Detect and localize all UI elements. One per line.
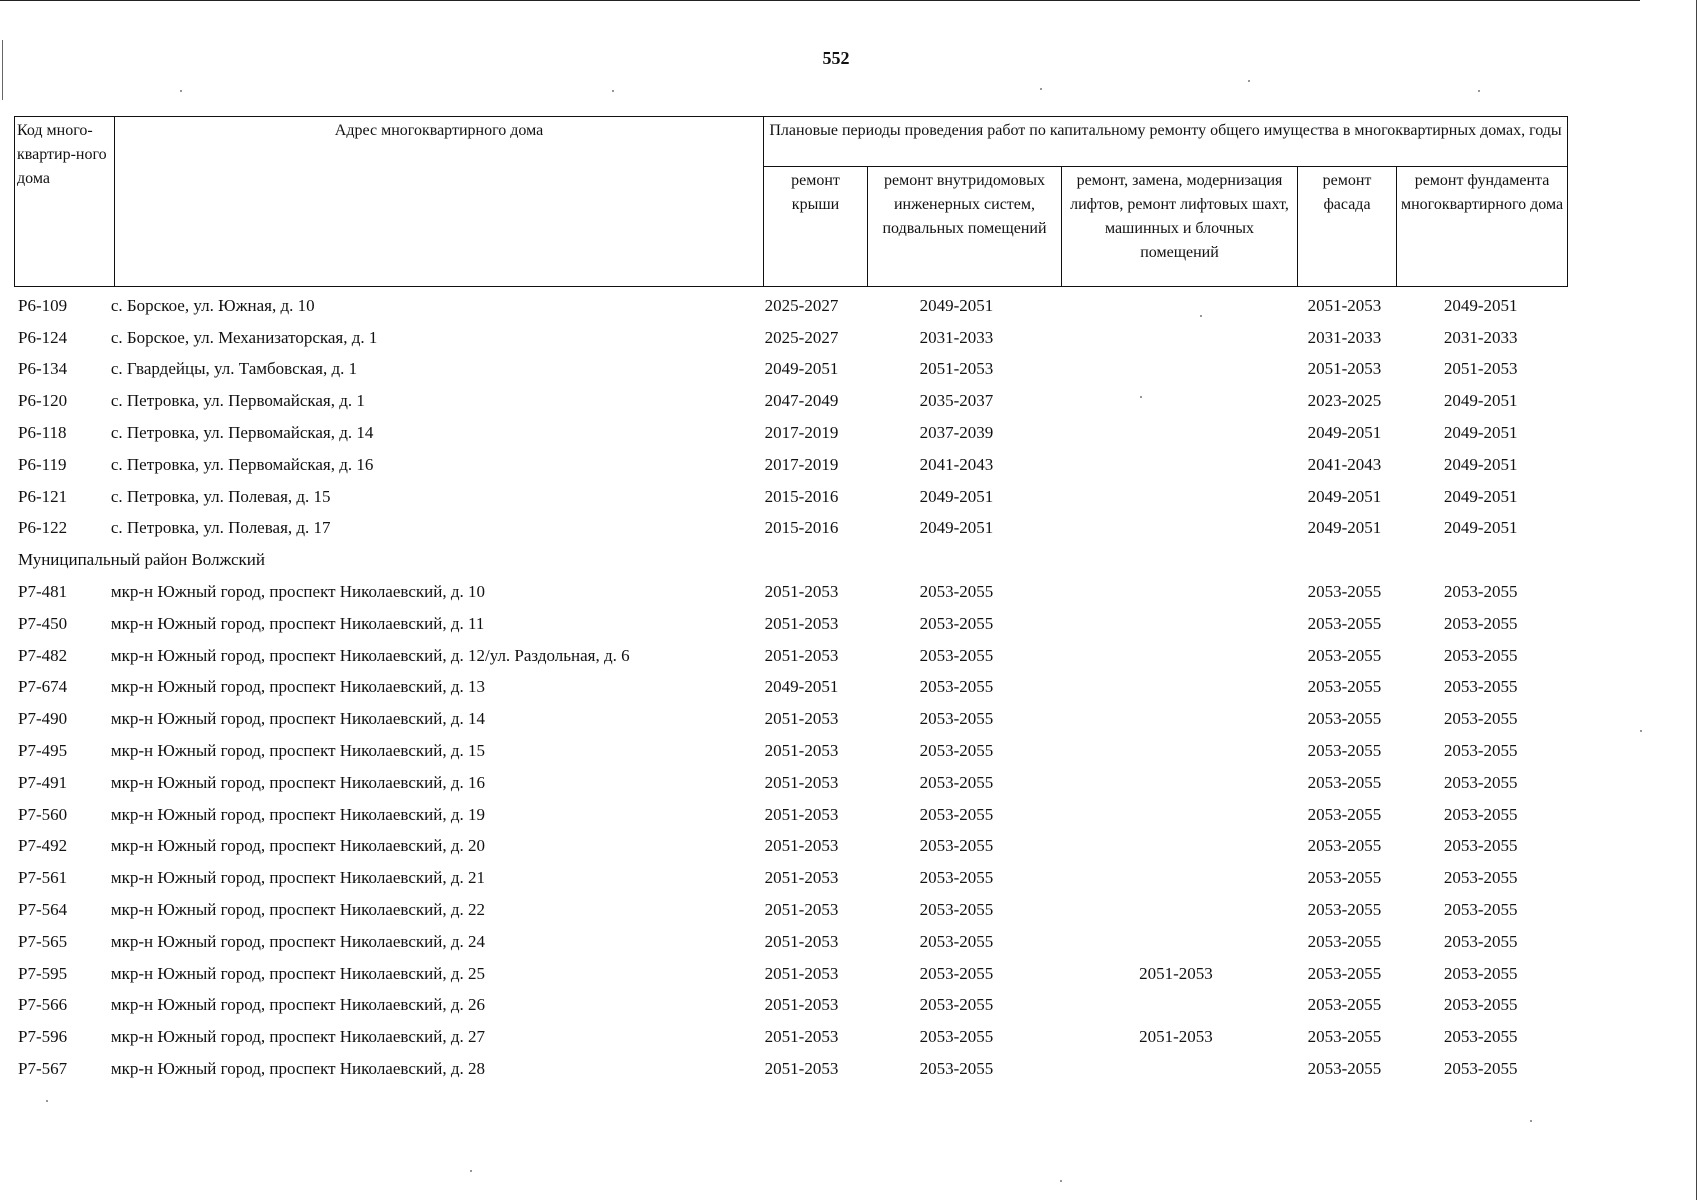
table-row [14,958,1567,990]
cell-code: Р7-566 [18,995,68,1015]
cell-address: мкр-н Южный город, проспект Николаевский, д. 16 [110,772,485,792]
cell-engineering: 2053-2055 [919,613,994,633]
cell-lifts [1057,417,1294,449]
cell-foundation: 2053-2055 [1443,868,1518,888]
cell-lifts [1057,576,1294,608]
cell-facade: 2041-2043 [1307,454,1382,474]
cell-code: Р6-134 [18,359,68,379]
cell-code: Р7-561 [18,868,68,888]
cell-lifts [1057,354,1294,386]
cell-address: с. Борское, ул. Южная, д. 10 [110,295,315,315]
cell-foundation: 2053-2055 [1443,741,1518,761]
cell-engineering: 2053-2055 [919,804,994,824]
table-row [14,894,1567,926]
cell-facade: 2053-2055 [1307,931,1382,951]
cell-foundation: 2053-2055 [1443,995,1518,1015]
header-facade: ремонт фасада [1298,167,1397,287]
table-row [14,449,1567,481]
cell-code: Р7-565 [18,931,68,951]
cell-roof: 2051-2053 [764,963,839,983]
header-lifts: ремонт, замена, модернизация лифтов, ремонт лифтовых шахт, машинных и блочных помещений [1062,167,1298,287]
cell-facade: 2053-2055 [1307,868,1382,888]
cell-code: Р7-595 [18,963,68,983]
cell-roof: 2051-2053 [764,836,839,856]
cell-address: мкр-н Южный город, проспект Николаевский, д. 20 [110,836,485,856]
header-roof: ремонт крыши [764,167,868,287]
cell-roof: 2051-2053 [764,995,839,1015]
cell-lifts [1057,799,1294,831]
cell-facade: 2051-2053 [1307,295,1382,315]
cell-engineering: 2053-2055 [919,709,994,729]
cell-facade: 2053-2055 [1307,804,1382,824]
cell-address: мкр-н Южный город, проспект Николаевский, д. 10 [110,582,485,602]
cell-foundation: 2053-2055 [1443,645,1518,665]
cell-foundation: 2053-2055 [1443,613,1518,633]
cell-facade: 2031-2033 [1307,327,1382,347]
table-row [14,767,1567,799]
table-row [14,990,1567,1022]
cell-lifts [1057,385,1294,417]
scan-speck [1248,80,1250,82]
cell-engineering: 2031-2033 [919,327,994,347]
cell-foundation: 2053-2055 [1443,900,1518,920]
scan-edge-right [1696,0,1697,1200]
table-body [14,290,1567,1085]
table-row [14,385,1567,417]
cell-code: Р7-491 [18,772,68,792]
cell-lifts [1057,831,1294,863]
cell-foundation: 2051-2053 [1443,359,1518,379]
cell-foundation: 2053-2055 [1443,1059,1518,1079]
table-header [14,116,1568,287]
cell-roof: 2051-2053 [764,1027,839,1047]
scan-speck [1200,315,1202,317]
cell-engineering: 2053-2055 [919,868,994,888]
cell-roof: 2049-2051 [764,359,839,379]
table-rows [14,290,1567,1085]
cell-engineering: 2049-2051 [919,486,994,506]
cell-engineering: 2053-2055 [919,645,994,665]
cell-foundation: 2053-2055 [1443,1027,1518,1047]
cell-lifts [1057,481,1294,513]
table-row [14,608,1567,640]
header-engineering: ремонт внутридомовых инженерных систем, подвальных помещений [868,167,1062,287]
cell-address: мкр-н Южный город, проспект Николаевский, д. 28 [110,1059,485,1079]
cell-address: мкр-н Южный город, проспект Николаевский, д. 21 [110,868,485,888]
cell-lifts [1057,322,1294,354]
scan-speck [1478,90,1480,92]
cell-engineering: 2053-2055 [919,1027,994,1047]
cell-lifts [1057,990,1294,1022]
table-row [14,322,1567,354]
page-number: 552 [822,48,850,68]
cell-foundation: 2053-2055 [1443,963,1518,983]
cell-code: Р7-495 [18,741,68,761]
cell-engineering: 2053-2055 [919,677,994,697]
scan-speck [46,1100,48,1102]
table-row [14,576,1567,608]
cell-lifts [1057,672,1294,704]
cell-code: Р7-482 [18,645,68,665]
cell-facade: 2053-2055 [1307,741,1382,761]
cell-facade: 2049-2051 [1307,518,1382,538]
cell-roof: 2049-2051 [764,677,839,697]
cell-roof: 2047-2049 [764,391,839,411]
cell-engineering: 2049-2051 [919,518,994,538]
cell-lifts [1057,926,1294,958]
table-row [14,703,1567,735]
cell-code: Р7-674 [18,677,68,697]
cell-roof: 2025-2027 [764,327,839,347]
table-row [14,831,1567,863]
cell-lifts [1057,703,1294,735]
cell-roof: 2017-2019 [764,454,839,474]
cell-lifts: 2051-2053 [1139,1027,1213,1047]
table-row [14,513,1567,545]
table-row [14,354,1567,386]
cell-address: с. Петровка, ул. Первомайская, д. 1 [110,391,365,411]
cell-address: с. Борское, ул. Механизаторская, д. 1 [110,327,378,347]
header-address: Адрес многоквартирного дома [115,117,764,287]
header-foundation: ремонт фундамента многоквартирного дома [1397,167,1568,287]
cell-facade: 2053-2055 [1307,963,1382,983]
cell-foundation: 2053-2055 [1443,836,1518,856]
cell-facade: 2053-2055 [1307,645,1382,665]
header-periods-group: Плановые периоды проведения работ по капитальному ремонту общего имущества в многоквартирных домах, годы [764,117,1568,167]
cell-facade: 2053-2055 [1307,582,1382,602]
cell-engineering: 2051-2053 [919,359,994,379]
cell-foundation: 2049-2051 [1443,454,1518,474]
cell-facade: 2053-2055 [1307,1027,1382,1047]
cell-lifts [1057,513,1294,545]
cell-foundation: 2031-2033 [1443,327,1518,347]
table-row [14,926,1567,958]
cell-lifts [1057,640,1294,672]
cell-code: Р6-118 [18,423,67,443]
cell-code: Р6-121 [18,486,68,506]
cell-code: Р6-119 [18,454,67,474]
cell-engineering: 2041-2043 [919,454,994,474]
cell-roof: 2051-2053 [764,1059,839,1079]
scan-speck [180,90,182,92]
cell-foundation: 2049-2051 [1443,518,1518,538]
cell-address: мкр-н Южный город, проспект Николаевский, д. 11 [110,613,485,633]
cell-address: мкр-н Южный город, проспект Николаевский, д. 24 [110,931,485,951]
cell-lifts [1057,894,1294,926]
cell-roof: 2051-2053 [764,772,839,792]
cell-engineering: 2053-2055 [919,963,994,983]
section-title: Муниципальный район Волжский [18,550,266,570]
scan-speck [1060,1180,1062,1182]
cell-lifts [1057,1053,1294,1085]
cell-facade: 2053-2055 [1307,900,1382,920]
cell-foundation: 2053-2055 [1443,804,1518,824]
cell-facade: 2053-2055 [1307,677,1382,697]
cell-code: Р7-564 [18,900,68,920]
cell-roof: 2051-2053 [764,645,839,665]
cell-address: мкр-н Южный город, проспект Николаевский, д. 15 [110,741,485,761]
cell-address: мкр-н Южный город, проспект Николаевский, д. 27 [110,1027,485,1047]
cell-roof: 2015-2016 [764,486,839,506]
cell-roof: 2051-2053 [764,931,839,951]
cell-roof: 2051-2053 [764,582,839,602]
scan-speck [470,1170,472,1172]
cell-engineering: 2053-2055 [919,582,994,602]
table-row [14,735,1567,767]
cell-facade: 2051-2053 [1307,359,1382,379]
cell-foundation: 2049-2051 [1443,391,1518,411]
cell-lifts [1057,449,1294,481]
cell-facade: 2023-2025 [1307,391,1382,411]
cell-engineering: 2053-2055 [919,741,994,761]
cell-roof: 2051-2053 [764,709,839,729]
cell-roof: 2051-2053 [764,900,839,920]
cell-facade: 2049-2051 [1307,486,1382,506]
cell-code: Р7-490 [18,709,68,729]
cell-foundation: 2049-2051 [1443,295,1518,315]
cell-address: мкр-н Южный город, проспект Николаевский, д. 13 [110,677,485,697]
cell-foundation: 2053-2055 [1443,772,1518,792]
scan-edge-top [0,0,1640,1]
cell-foundation: 2053-2055 [1443,931,1518,951]
header-code: Код много-квартир-ного дома [15,117,115,287]
cell-facade: 2053-2055 [1307,995,1382,1015]
section-row [14,544,1567,576]
cell-code: Р6-109 [18,295,68,315]
cell-code: Р6-120 [18,391,68,411]
cell-roof: 2051-2053 [764,741,839,761]
cell-code: Р7-560 [18,804,68,824]
cell-address: с. Петровка, ул. Полевая, д. 17 [110,518,331,538]
cell-address: с. Петровка, ул. Первомайская, д. 14 [110,423,374,443]
table-row [14,799,1567,831]
cell-roof: 2015-2016 [764,518,839,538]
cell-engineering: 2053-2055 [919,931,994,951]
cell-foundation: 2053-2055 [1443,582,1518,602]
table-row [14,672,1567,704]
cell-foundation: 2049-2051 [1443,486,1518,506]
scan-speck [1640,730,1642,732]
cell-foundation: 2053-2055 [1443,677,1518,697]
cell-address: с. Петровка, ул. Полевая, д. 15 [110,486,331,506]
cell-code: Р7-492 [18,836,68,856]
cell-engineering: 2053-2055 [919,900,994,920]
scan-speck [612,90,614,92]
cell-roof: 2051-2053 [764,613,839,633]
table-row [14,862,1567,894]
scan-speck [1040,88,1042,90]
scan-speck [1140,396,1142,398]
cell-engineering: 2053-2055 [919,1059,994,1079]
cell-engineering: 2049-2051 [919,295,994,315]
cell-roof: 2051-2053 [764,804,839,824]
cell-code: Р6-124 [18,327,68,347]
cell-facade: 2053-2055 [1307,1059,1382,1079]
cell-roof: 2025-2027 [764,295,839,315]
cell-engineering: 2053-2055 [919,836,994,856]
cell-roof: 2017-2019 [764,423,839,443]
table-row [14,290,1567,322]
cell-code: Р6-122 [18,518,68,538]
cell-code: Р7-481 [18,582,68,602]
cell-engineering: 2053-2055 [919,995,994,1015]
cell-lifts: 2051-2053 [1139,963,1213,983]
cell-lifts [1057,862,1294,894]
cell-lifts [1057,608,1294,640]
cell-facade: 2053-2055 [1307,772,1382,792]
cell-lifts [1057,767,1294,799]
cell-facade: 2053-2055 [1307,613,1382,633]
table-row [14,640,1567,672]
cell-address: мкр-н Южный город, проспект Николаевский, д. 12/ул. Раздольная, д. 6 [110,645,630,665]
table-row [14,1053,1567,1085]
table-row [14,481,1567,513]
table-row [14,1021,1567,1053]
cell-code: Р7-567 [18,1059,68,1079]
cell-code: Р7-596 [18,1027,68,1047]
cell-address: мкр-н Южный город, проспект Николаевский, д. 22 [110,900,485,920]
scan-speck [1530,1120,1532,1122]
cell-address: мкр-н Южный город, проспект Николаевский, д. 26 [110,995,485,1015]
cell-foundation: 2053-2055 [1443,709,1518,729]
cell-engineering: 2053-2055 [919,772,994,792]
cell-facade: 2049-2051 [1307,423,1382,443]
table-row [14,417,1567,449]
cell-address: мкр-н Южный город, проспект Николаевский, д. 14 [110,709,485,729]
cell-address: с. Гвардейцы, ул. Тамбовская, д. 1 [110,359,358,379]
cell-engineering: 2037-2039 [919,423,994,443]
cell-engineering: 2035-2037 [919,391,994,411]
cell-facade: 2053-2055 [1307,709,1382,729]
cell-foundation: 2049-2051 [1443,423,1518,443]
cell-code: Р7-450 [18,613,68,633]
cell-address: мкр-н Южный город, проспект Николаевский, д. 25 [110,963,485,983]
cell-lifts [1057,290,1294,322]
cell-address: мкр-н Южный город, проспект Николаевский, д. 19 [110,804,485,824]
cell-address: с. Петровка, ул. Первомайская, д. 16 [110,454,374,474]
cell-facade: 2053-2055 [1307,836,1382,856]
cell-roof: 2051-2053 [764,868,839,888]
cell-lifts [1057,735,1294,767]
